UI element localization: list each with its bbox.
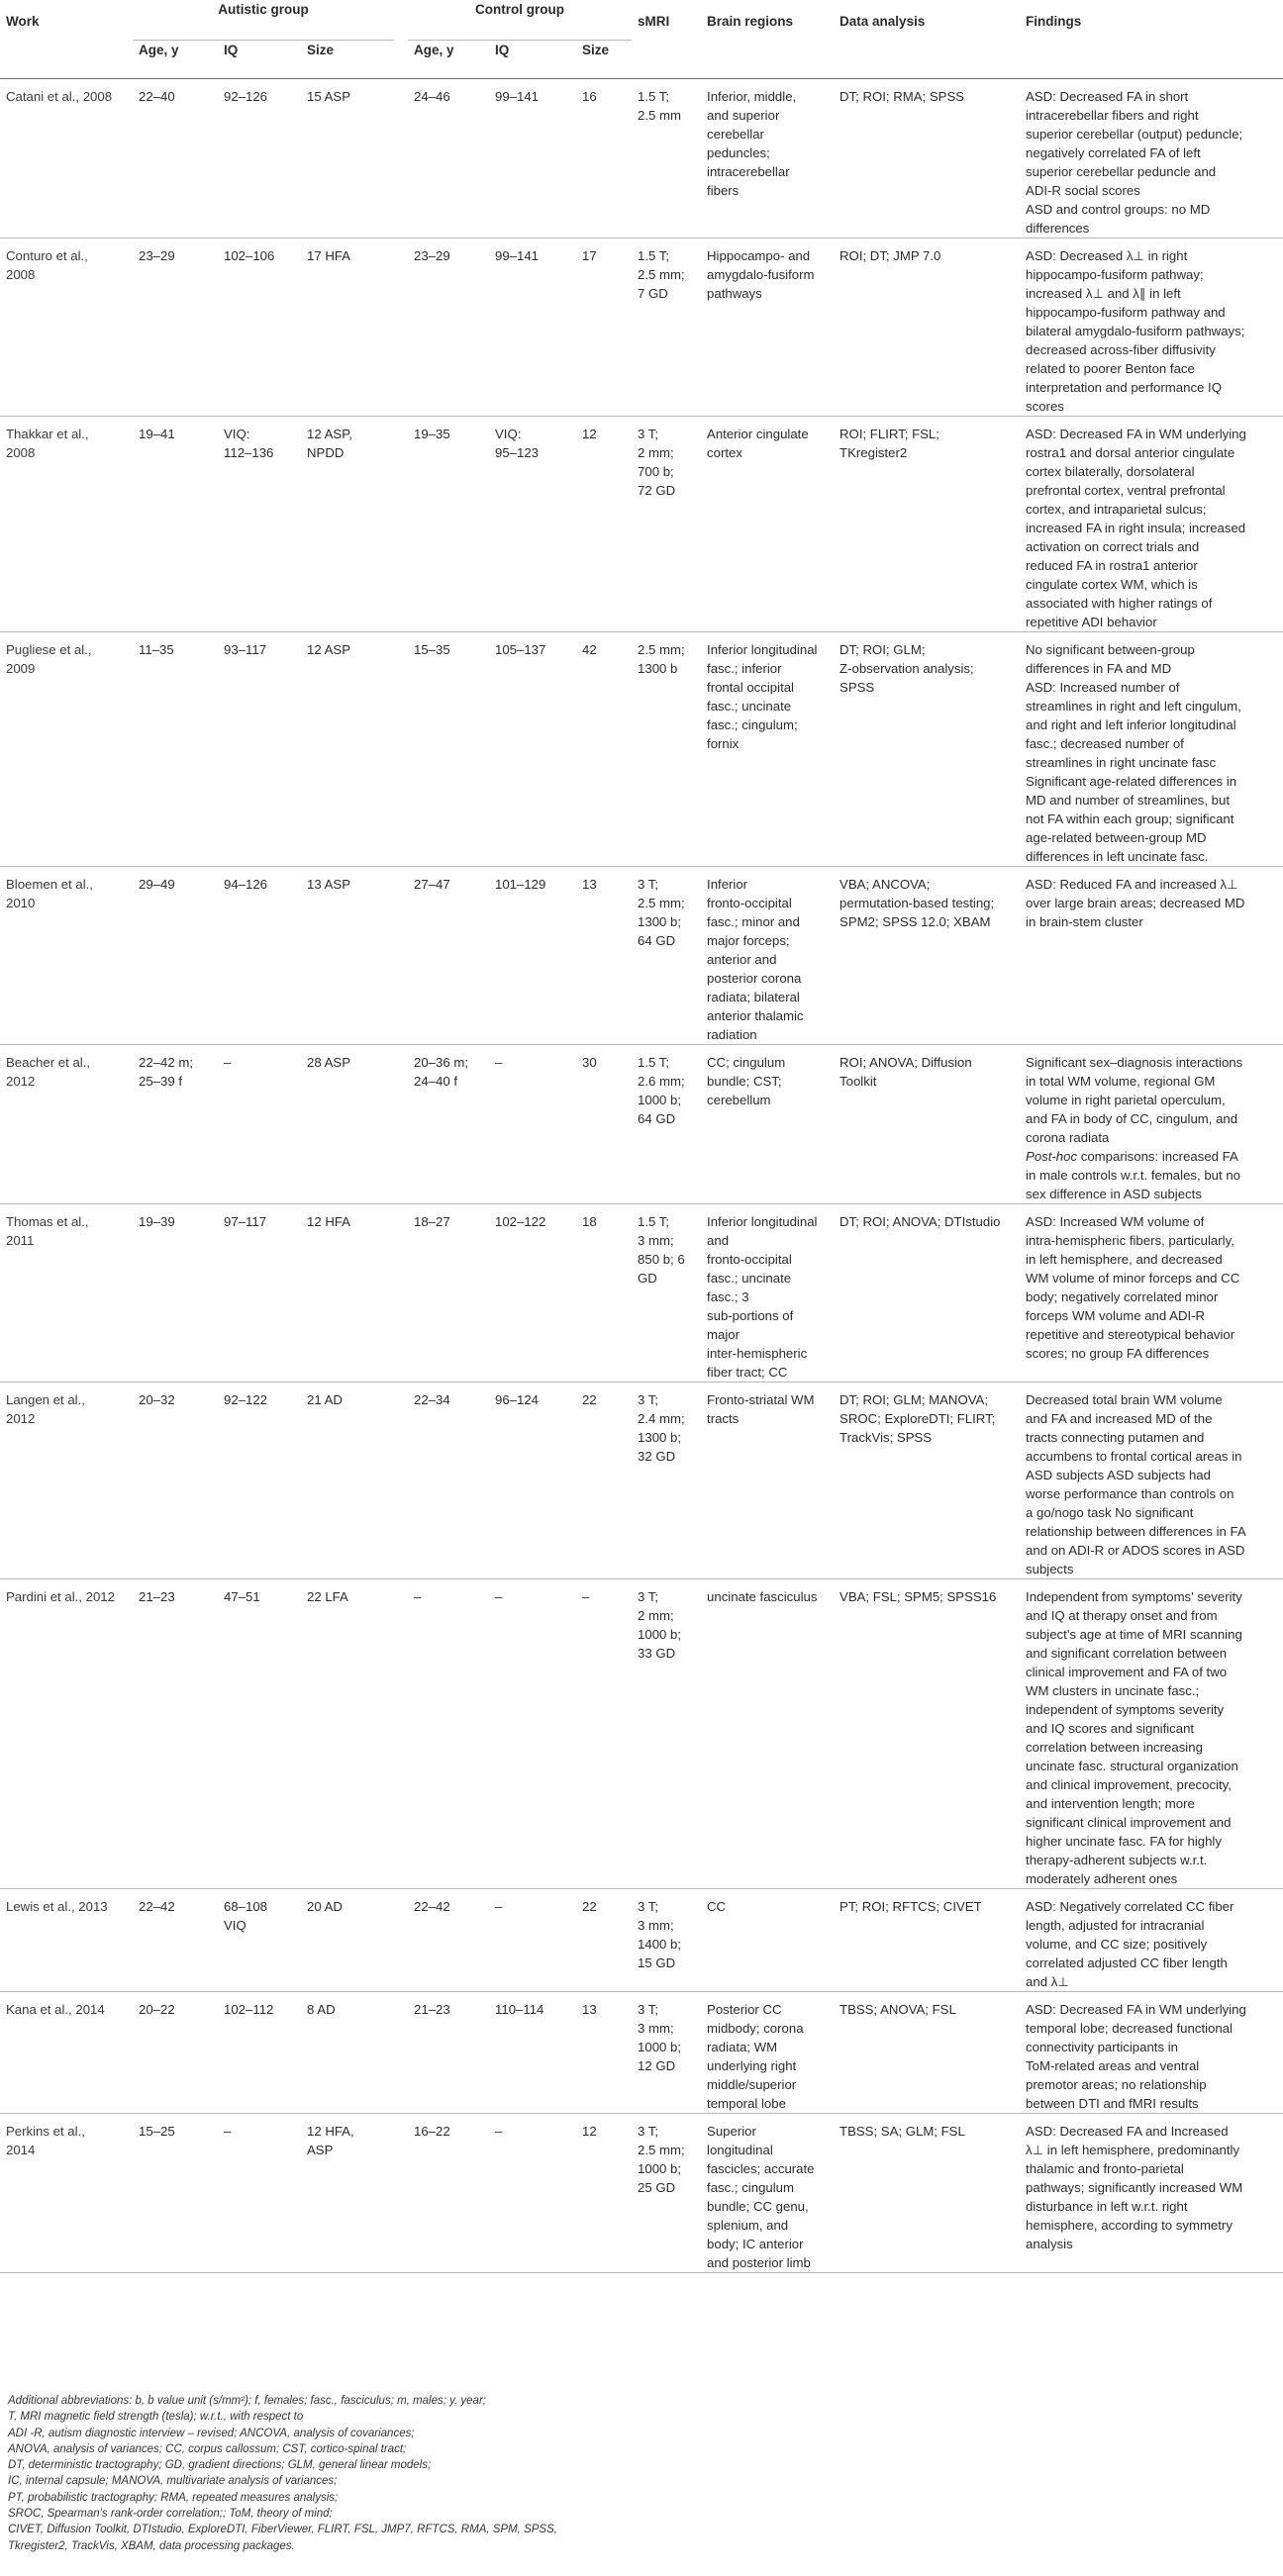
cell-smri: 3 T; 2.5 mm; 1300 b; 64 GD	[632, 867, 701, 1045]
cell-gap	[394, 632, 408, 867]
cell-age: 22–40	[133, 79, 218, 239]
cell-work: Langen et al., 2012	[0, 1383, 133, 1579]
cell-brain-regions: Posterior CC midbody; corona radiata; WM underlying right middle/superior temporal lobe	[701, 1992, 834, 2114]
cell-brain-regions: Inferior fronto-occipital fasc.; minor and major forceps; anterior and posterior corona radiata; bilateral anterior thalamic radiation	[701, 867, 834, 1045]
cell-size: 17 HFA	[301, 239, 394, 417]
cell-age: 19–39	[133, 1204, 218, 1383]
table-row	[0, 2114, 1283, 2273]
cell-control-iq: 110–114	[489, 1992, 576, 2114]
cell-data-analysis: VBA; ANCOVA; permutation-based testing; SPM2; SPSS 12.0; XBAM	[834, 867, 1020, 1045]
col-iq: IQ	[218, 41, 301, 79]
cell-brain-regions: Inferior longitudinal and fronto-occipital fasc.; uncinate fasc.; 3 sub-portions of major inter-hemispheric fiber tract; CC	[701, 1204, 834, 1383]
cell-control-size: 18	[576, 1204, 632, 1383]
cell-brain-regions: Superior longitudinal fascicles; accurate fasc.; cingulum bundle; CC genu, splenium, and body; IC anterior and posterior limb	[701, 2114, 834, 2273]
footnote-line: Additional abbreviations: b, b value unit (s/mm²); f, females; fasc., fasciculus; m, males; y, year;	[8, 2395, 486, 2407]
cell-control-iq: VIQ: 95–123	[489, 417, 576, 632]
table-row	[0, 79, 1283, 239]
cell-work: Pugliese et al., 2009	[0, 632, 133, 867]
cell-size: 12 ASP, NPDD	[301, 417, 394, 632]
footnote-line: ADI -R, autism diagnostic interview – revised; ANCOVA, analysis of covariances;	[8, 2427, 415, 2439]
cell-data-analysis: PT; ROI; RFTCS; CIVET	[834, 1889, 1020, 1992]
footnote-line: ANOVA, analysis of variances; CC, corpus callossum; CST, cortico-spinal tract;	[8, 2442, 407, 2455]
cell-gap	[394, 1992, 408, 2114]
cell-work: Lewis et al., 2013	[0, 1889, 133, 1992]
table-footnote	[8, 2393, 1117, 2554]
cell-findings: No significant between-group differences in FA and MD ASD: Increased number of streamlines in right and left cingulum, and right and left inferior longitudinal fasc.; decreased number of streamlines in right uncinate fasc Significant age-related differences in MD and number of streamlines, but not FA within each group; significant age-related between-group MD differences in left uncinate fasc.	[1020, 632, 1283, 867]
cell-iq: 102–106	[218, 239, 301, 417]
col-work: Work	[6, 14, 40, 29]
cell-data-analysis: TBSS; SA; GLM; FSL	[834, 2114, 1020, 2273]
cell-brain-regions: Anterior cingulate cortex	[701, 417, 834, 632]
cell-gap	[394, 417, 408, 632]
cell-age: 23–29	[133, 239, 218, 417]
table-row	[0, 1889, 1283, 1992]
cell-smri: 3 T; 2.5 mm; 1000 b; 25 GD	[632, 2114, 701, 2273]
cell-control-age: 24–46	[408, 79, 489, 239]
cell-iq: 92–126	[218, 79, 301, 239]
cell-control-size: 13	[576, 1992, 632, 2114]
cell-control-age: 27–47	[408, 867, 489, 1045]
cell-control-age: 23–29	[408, 239, 489, 417]
cell-work: Perkins et al., 2014	[0, 2114, 133, 2273]
table-row	[0, 1579, 1283, 1889]
cell-brain-regions: CC	[701, 1889, 834, 1992]
cell-control-age: 16–22	[408, 2114, 489, 2273]
cell-findings: ASD: Decreased FA in WM underlying temporal lobe; decreased functional connectivity participants in ToM-related areas and ventral premotor areas; no relationship between DTI and fMRI results	[1020, 1992, 1283, 2114]
cell-findings: Decreased total brain WM volume and FA and increased MD of the tracts connecting putamen and accumbens to frontal cortical areas in ASD subjects ASD subjects had worse performance than controls on a go/nogo task No significant relationship between differences in FA and on ADI-R or ADOS scores in ASD subjects	[1020, 1383, 1283, 1579]
cell-findings: ASD: Decreased FA in WM underlying rostra1 and dorsal anterior cingulate cortex bilaterally, dorsolateral prefrontal cortex, ventral prefrontal cortex, and intraparietal sulcus; increased FA in right insula; increased activation on correct trials and reduced FA in rostra1 anterior cingulate cortex WM, which is associated with higher ratings of repetitive ADI behavior	[1020, 417, 1283, 632]
cell-control-size: 30	[576, 1045, 632, 1204]
cell-gap	[394, 867, 408, 1045]
table-row	[0, 1045, 1283, 1204]
cell-brain-regions: Inferior, middle, and superior cerebellar peduncles; intracerebellar fibers	[701, 79, 834, 239]
footnote-line: PT, probabilistic tractography; RMA, repeated measures analysis;	[8, 2491, 339, 2504]
cell-iq: –	[218, 1045, 301, 1204]
cell-size: 8 AD	[301, 1992, 394, 2114]
footnote-line: IC, internal capsule; MANOVA, multivariate analysis of variances;	[8, 2475, 338, 2488]
cell-age: 21–23	[133, 1579, 218, 1889]
cell-size: 13 ASP	[301, 867, 394, 1045]
cell-control-size: 17	[576, 239, 632, 417]
cell-size: 28 ASP	[301, 1045, 394, 1204]
cell-smri: 1.5 T; 2.5 mm; 7 GD	[632, 239, 701, 417]
cell-gap	[394, 1383, 408, 1579]
cell-work: Pardini et al., 2012	[0, 1579, 133, 1889]
cell-work: Bloemen et al., 2010	[0, 867, 133, 1045]
col-age: Age, y	[133, 41, 218, 79]
cell-age: 15–25	[133, 2114, 218, 2273]
cell-smri: 1.5 T; 2.6 mm; 1000 b; 64 GD	[632, 1045, 701, 1204]
cell-data-analysis: DT; ROI; RMA; SPSS	[834, 79, 1020, 239]
cell-smri: 3 T; 3 mm; 1400 b; 15 GD	[632, 1889, 701, 1992]
cell-work: Thakkar et al., 2008	[0, 417, 133, 632]
cell-size: 12 HFA	[301, 1204, 394, 1383]
col-smri: sMRI	[638, 14, 670, 29]
cell-control-age: 19–35	[408, 417, 489, 632]
cell-smri: 3 T; 2 mm; 1000 b; 33 GD	[632, 1579, 701, 1889]
cell-gap	[394, 1579, 408, 1889]
cell-control-iq: 99–141	[489, 239, 576, 417]
cell-control-size: 22	[576, 1383, 632, 1579]
cell-gap	[394, 1045, 408, 1204]
cell-control-size: 13	[576, 867, 632, 1045]
cell-control-age: –	[408, 1579, 489, 1889]
cell-size: 22 LFA	[301, 1579, 394, 1889]
cell-iq: 68–108 VIQ	[218, 1889, 301, 1992]
cell-data-analysis: DT; ROI; GLM; MANOVA; SROC; ExploreDTI; FLIRT; TrackVis; SPSS	[834, 1383, 1020, 1579]
table-row	[0, 632, 1283, 867]
cell-data-analysis: DT; ROI; ANOVA; DTIstudio	[834, 1204, 1020, 1383]
cell-data-analysis: ROI; ANOVA; Diffusion Toolkit	[834, 1045, 1020, 1204]
cell-data-analysis: DT; ROI; GLM; Z-observation analysis; SPSS	[834, 632, 1020, 867]
cell-findings: ASD: Reduced FA and increased λ⊥ over large brain areas; decreased MD in brain-stem cluster	[1020, 867, 1283, 1045]
cell-work: Beacher et al., 2012	[0, 1045, 133, 1204]
cell-age: 20–32	[133, 1383, 218, 1579]
cell-data-analysis: ROI; DT; JMP 7.0	[834, 239, 1020, 417]
cell-work: Thomas et al., 2011	[0, 1204, 133, 1383]
col-size: Size	[301, 41, 394, 79]
cell-findings: ASD: Increased WM volume of intra-hemispheric fibers, particularly, in left hemisphere, and decreased WM volume of minor forceps and CC body; negatively correlated minor forceps WM volume and ADI-R repetitive and stereotypical behavior scores; no group FA differences	[1020, 1204, 1283, 1383]
cell-brain-regions: Inferior longitudinal fasc.; inferior frontal occipital fasc.; uncinate fasc.; cingulum; fornix	[701, 632, 834, 867]
col-control-iq: IQ	[489, 41, 576, 79]
cell-findings: ASD: Decreased FA and Increased λ⊥ in left hemisphere, predominantly thalamic and fronto-parietal pathways; significantly increased WM disturbance in left w.r.t. right hemisphere, according to symmetry analysis	[1020, 2114, 1283, 2273]
cell-smri: 3 T; 2.4 mm; 1300 b; 32 GD	[632, 1383, 701, 1579]
footnote-line: T, MRI magnetic field strength (tesla); w.r.t., with respect to	[8, 2411, 304, 2424]
cell-size: 21 AD	[301, 1383, 394, 1579]
cell-gap	[394, 2114, 408, 2273]
cell-control-age: 22–42	[408, 1889, 489, 1992]
cell-control-size: 16	[576, 79, 632, 239]
cell-control-iq: –	[489, 1579, 576, 1889]
cell-control-size: 12	[576, 417, 632, 632]
table-row	[0, 417, 1283, 632]
cell-control-age: 21–23	[408, 1992, 489, 2114]
cell-control-iq: 99–141	[489, 79, 576, 239]
cell-work: Conturo et al., 2008	[0, 239, 133, 417]
cell-iq: 94–126	[218, 867, 301, 1045]
cell-control-iq: –	[489, 2114, 576, 2273]
cell-data-analysis: ROI; FLIRT; FSL; TKregister2	[834, 417, 1020, 632]
cell-size: 12 HFA, ASP	[301, 2114, 394, 2273]
cell-data-analysis: TBSS; ANOVA; FSL	[834, 1992, 1020, 2114]
cell-data-analysis: VBA; FSL; SPM5; SPSS16	[834, 1579, 1020, 1889]
cell-iq: VIQ: 112–136	[218, 417, 301, 632]
cell-findings: Significant sex–diagnosis interactions in total WM volume, regional GM volume in right parietal operculum, and FA in body of CC, cingulum, and corona radiata Post-hoc comparisons: increased FA in male controls w.r.t. females, but no sex difference in ASD subjects	[1020, 1045, 1283, 1204]
cell-control-iq: 96–124	[489, 1383, 576, 1579]
cell-age: 22–42 m; 25–39 f	[133, 1045, 218, 1204]
table-row	[0, 1204, 1283, 1383]
cell-control-size: 42	[576, 632, 632, 867]
col-autistic-group: Autistic group	[218, 2, 309, 17]
cell-size: 12 ASP	[301, 632, 394, 867]
cell-smri: 1.5 T; 2.5 mm	[632, 79, 701, 239]
cell-work: Kana et al., 2014	[0, 1992, 133, 2114]
cell-brain-regions: Hippocampo- and amygdalo-fusiform pathways	[701, 239, 834, 417]
table-row	[0, 867, 1283, 1045]
col-control-size: Size	[576, 41, 632, 79]
cell-control-age: 20–36 m; 24–40 f	[408, 1045, 489, 1204]
cell-gap	[394, 79, 408, 239]
cell-control-iq: 105–137	[489, 632, 576, 867]
cell-smri: 1.5 T; 3 mm; 850 b; 6 GD	[632, 1204, 701, 1383]
cell-iq: –	[218, 2114, 301, 2273]
footnote-line: SROC, Spearman's rank-order correlation;; ToM, theory of mind;	[8, 2508, 333, 2521]
table-row	[0, 1992, 1283, 2114]
cell-control-size: –	[576, 1579, 632, 1889]
cell-work: Catani et al., 2008	[0, 79, 133, 239]
cell-control-size: 22	[576, 1889, 632, 1992]
cell-iq: 93–117	[218, 632, 301, 867]
cell-age: 20–22	[133, 1992, 218, 2114]
cell-control-age: 22–34	[408, 1383, 489, 1579]
cell-control-age: 18–27	[408, 1204, 489, 1383]
cell-iq: 97–117	[218, 1204, 301, 1383]
cell-iq: 47–51	[218, 1579, 301, 1889]
cell-control-iq: –	[489, 1889, 576, 1992]
footnote-line: CIVET, Diffusion Toolkit, DTIstudio, ExploreDTI, FiberViewer, FLIRT, FSL, JMP7, RFTCS, RMA, SPM, SPSS,	[8, 2524, 557, 2536]
cell-iq: 102–112	[218, 1992, 301, 2114]
col-findings: Findings	[1026, 14, 1082, 29]
cell-control-iq: –	[489, 1045, 576, 1204]
cell-gap	[394, 1889, 408, 1992]
cell-control-size: 12	[576, 2114, 632, 2273]
cell-control-age: 15–35	[408, 632, 489, 867]
cell-smri: 3 T; 2 mm; 700 b; 72 GD	[632, 417, 701, 632]
cell-control-iq: 102–122	[489, 1204, 576, 1383]
cell-gap	[394, 239, 408, 417]
cell-findings: ASD: Decreased λ⊥ in right hippocampo-fusiform pathway; increased λ⊥ and λ∥ in left hippocampo-fusiform pathway and bilateral amygdalo-fusiform pathways; decreased across-fiber diffusivity related to poorer Benton face interpretation and performance IQ scores	[1020, 239, 1283, 417]
cell-smri: 3 T; 3 mm; 1000 b; 12 GD	[632, 1992, 701, 2114]
col-control-age: Age, y	[408, 41, 489, 79]
cell-control-iq: 101–129	[489, 867, 576, 1045]
cell-size: 15 ASP	[301, 79, 394, 239]
cell-size: 20 AD	[301, 1889, 394, 1992]
footnote-line: DT, deterministic tractography; GD, gradient directions; GLM, general linear models;	[8, 2459, 432, 2472]
cell-age: 11–35	[133, 632, 218, 867]
table-row	[0, 1383, 1283, 1579]
cell-age: 19–41	[133, 417, 218, 632]
cell-brain-regions: uncinate fasciculus	[701, 1579, 834, 1889]
cell-smri: 2.5 mm; 1300 b	[632, 632, 701, 867]
cell-age: 29–49	[133, 867, 218, 1045]
cell-findings: ASD: Decreased FA in short intracerebellar fibers and right superior cerebellar (output) peduncle; negatively correlated FA of left superior cerebellar peduncle and ADI-R social scores ASD and control groups: no MD differences	[1020, 79, 1283, 239]
table-row	[0, 239, 1283, 417]
col-data-analysis: Data analysis	[839, 14, 926, 29]
cell-brain-regions: CC; cingulum bundle; CST; cerebellum	[701, 1045, 834, 1204]
cell-iq: 92–122	[218, 1383, 301, 1579]
cell-gap	[394, 1204, 408, 1383]
cell-brain-regions: Fronto-striatal WM tracts	[701, 1383, 834, 1579]
footnote-line: Tkregister2, TrackVis, XBAM, data processing packages.	[8, 2539, 295, 2552]
col-brain-regions: Brain regions	[707, 14, 794, 29]
cell-findings: ASD: Negatively correlated CC fiber length, adjusted for intracranial volume, and CC size; positively correlated adjusted CC fiber length and λ⊥	[1020, 1889, 1283, 1992]
cell-age: 22–42	[133, 1889, 218, 1992]
col-control-group: Control group	[475, 2, 564, 17]
cell-findings: Independent from symptoms' severity and IQ at therapy onset and from subject's age at time of MRI scanning and significant correlation between clinical improvement and FA of two WM clusters in uncinate fasc.; independent of symptoms severity and IQ scores and significant correlation between increasing uncinate fasc. structural organization and clinical improvement, precocity, and intervention length; more significant clinical improvement and higher uncinate fasc. FA for highly therapy-adherent subjects w.r.t. moderately adherent ones	[1020, 1579, 1283, 1889]
